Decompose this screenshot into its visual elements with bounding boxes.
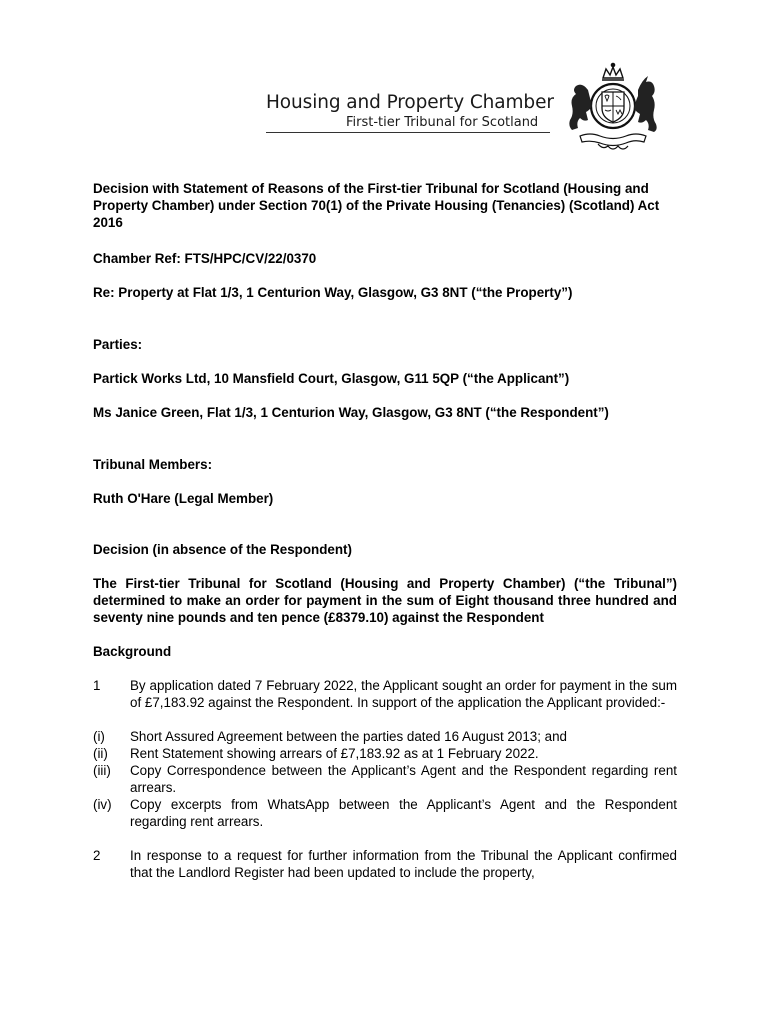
list-item bbox=[93, 745, 677, 762]
decision-text: The First-tier Tribunal for Scotland (Housing and Property Chamber) (“the Tribunal”) determined to make an order for payment in the sum of Eight thousand three hundred and seventy nine pounds and ten pence (£8379.10) against the Respondent bbox=[93, 576, 677, 625]
background-label: Background bbox=[93, 644, 172, 659]
property-address: Re: Property at Flat 1/3, 1 Centurion Way, Glasgow, G3 8NT (“the Property”) bbox=[93, 285, 573, 300]
list-item bbox=[93, 762, 677, 796]
applicant-details: Partick Works Ltd, 10 Mansfield Court, Glasgow, G11 5QP (“the Applicant”) bbox=[93, 371, 570, 386]
list-item-label: (iv) bbox=[93, 797, 112, 812]
chamber-reference: Chamber Ref: FTS/HPC/CV/22/0370 bbox=[93, 251, 317, 266]
list-item bbox=[93, 796, 677, 830]
chamber-title: Housing and Property Chamber bbox=[266, 92, 554, 113]
list-item bbox=[93, 728, 677, 745]
list-item-text: Rent Statement showing arrears of £7,183.92 as at 1 February 2022. bbox=[130, 746, 539, 761]
respondent-details: Ms Janice Green, Flat 1/3, 1 Centurion Way, Glasgow, G3 8NT (“the Respondent”) bbox=[93, 405, 609, 420]
tribunal-members-label: Tribunal Members: bbox=[93, 457, 213, 472]
paragraph-text: By application dated 7 February 2022, the Applicant sought an order for payment in the sum of £7,183.92 against the Respondent. In support of the application the Applicant provided:- bbox=[130, 678, 677, 710]
header-rule bbox=[266, 132, 550, 133]
list-item-label: (iii) bbox=[93, 763, 111, 778]
parties-label: Parties: bbox=[93, 337, 143, 352]
decision-label: Decision (in absence of the Respondent) bbox=[93, 542, 352, 557]
document-list bbox=[93, 728, 677, 830]
paragraph-2 bbox=[93, 847, 677, 881]
document-body bbox=[93, 180, 677, 881]
coat-of-arms-icon bbox=[558, 62, 668, 154]
paragraph-number: 1 bbox=[93, 678, 101, 693]
tribunal-subtitle: First-tier Tribunal for Scotland bbox=[346, 115, 539, 130]
legal-member: Ruth O'Hare (Legal Member) bbox=[93, 491, 274, 506]
list-item-text: Short Assured Agreement between the parties dated 16 August 2013; and bbox=[130, 729, 567, 744]
list-item-label: (ii) bbox=[93, 746, 108, 761]
paragraph-number: 2 bbox=[93, 848, 101, 863]
list-item-text: Copy excerpts from WhatsApp between the Applicant’s Agent and the Respondent regarding rent arrears. bbox=[130, 797, 677, 829]
list-item-text: Copy Correspondence between the Applicant’s Agent and the Respondent regarding rent arrears. bbox=[130, 763, 677, 795]
list-item-label: (i) bbox=[93, 729, 105, 744]
paragraph-1 bbox=[93, 677, 677, 711]
paragraph-text: In response to a request for further information from the Tribunal the Applicant confirmed that the Landlord Register had been updated to include the property, bbox=[130, 848, 677, 880]
document-heading: Decision with Statement of Reasons of the First-tier Tribunal for Scotland (Housing and Property Chamber) under Section 70(1) of the Private Housing (Tenancies) (Scotland) Act 2016 bbox=[93, 181, 660, 230]
page-header bbox=[266, 68, 666, 158]
